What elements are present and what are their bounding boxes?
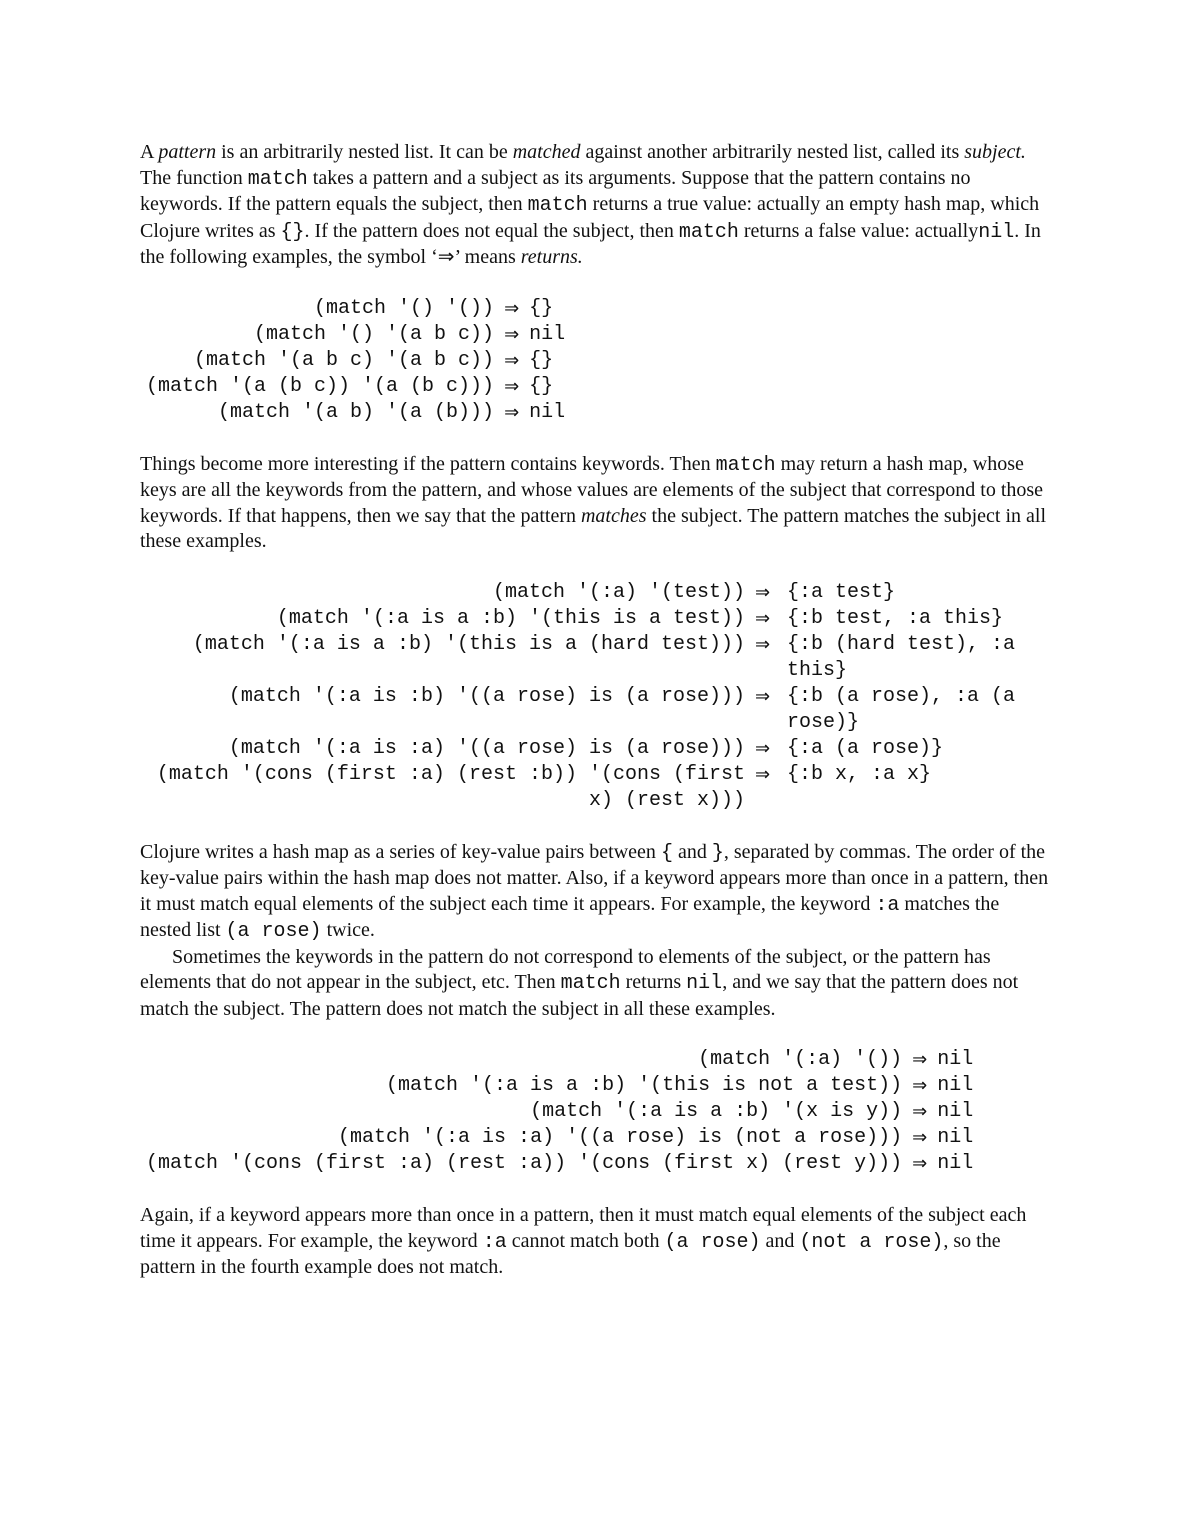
text: returns a false value: actually [738, 219, 979, 242]
again-paragraph [140, 1203, 1052, 1281]
text: matches the nested list [140, 892, 1000, 941]
text: A [140, 141, 159, 163]
example-row [155, 736, 1045, 762]
example-result: {} [529, 374, 554, 398]
term-matches: matches [580, 504, 647, 527]
example-expression: (match '(:a is :b) '((a rose) is (a rose))) [228, 684, 745, 708]
example-expression: (match '(:a is a :b) '(this is a test)) [276, 606, 745, 630]
example-result: {} [529, 348, 554, 372]
text: The function [140, 166, 248, 189]
example-result: nil [529, 400, 566, 424]
intro-paragraph [140, 140, 1052, 271]
example-expression: (match '(:a is :a) '((a rose) is (a rose))) [228, 736, 745, 760]
returns-arrow: ⇒ [912, 1153, 928, 1174]
example-result: {:a test} [787, 580, 896, 604]
term-pattern: pattern [158, 141, 217, 163]
returns-arrow: ⇒ [755, 581, 771, 603]
code-match: match [247, 167, 308, 191]
code-match: match [678, 220, 739, 244]
returns-arrow: ⇒ [912, 1127, 928, 1148]
example-expression: (match '(:a is :a) '((a rose) is (not a rose))) [338, 1126, 903, 1149]
text: , so the pattern in the fourth example does not match. [140, 1229, 1001, 1278]
nonmatch-paragraph [140, 945, 1052, 1023]
example-row [146, 296, 565, 322]
text: is an arbitrarily nested list. It can be [216, 141, 513, 163]
example-expression: (match '(a b) '(a (b))) [218, 400, 495, 424]
example-row [146, 1151, 973, 1177]
code-empty-map: {} [280, 220, 305, 244]
returns-arrow: ⇒ [912, 1101, 928, 1122]
code-close-brace: } [711, 841, 724, 865]
example-row [155, 762, 1045, 814]
text: cannot match both [506, 1229, 665, 1252]
text: and [760, 1229, 800, 1252]
example-result: {:b x, :a x} [787, 762, 932, 786]
text: takes a pattern and a subject as its arguments. Suppose that the pattern contains no keywords. If the pattern equals the subject, then [140, 166, 971, 215]
example-expression: (match '(:a) '(test)) [492, 580, 745, 604]
example-expression: (match '(a b c) '(a b c)) [194, 348, 495, 372]
returns-arrow: ⇒ [504, 323, 520, 345]
example-result: nil [937, 1048, 974, 1071]
example-expression: (match '(cons (first :a) (rest :a)) '(cons (first x) (rest y))) [146, 1152, 903, 1175]
example-result: {} [529, 296, 554, 320]
returns-arrow: ⇒ [755, 633, 771, 655]
code-not-a-rose: (not a rose) [799, 1230, 944, 1254]
code-nil: nil [978, 220, 1015, 244]
text: may return a hash map, whose keys are all the keywords from the pattern, and whose values are elements of the subject that correspond to those keywords. If that happens, then we say that the pattern [140, 452, 1044, 527]
code-open-brace: { [660, 841, 673, 865]
example-expression: (match '(cons (first :a) (rest :b)) '(cons (first x) (rest x))) [156, 762, 745, 812]
example-expression: (match '(:a is a :b) '(x is y)) [530, 1100, 903, 1123]
text: . In the following examples, the symbol ‘⇒’ means [140, 219, 1041, 268]
example-result: nil [529, 322, 566, 346]
example-result: {:b (hard test), :a this} [787, 632, 1016, 682]
example-row [155, 606, 1045, 632]
returns-arrow: ⇒ [912, 1075, 928, 1096]
returns-arrow: ⇒ [755, 763, 771, 785]
example-expression: (match '(a (b c)) '(a (b c))) [146, 374, 495, 398]
example-row [146, 1125, 973, 1151]
text: and [672, 840, 712, 863]
returns-arrow: ⇒ [504, 375, 520, 397]
returns-arrow: ⇒ [755, 685, 771, 707]
code-match: match [715, 453, 776, 477]
returns-arrow: ⇒ [755, 737, 771, 759]
text: Again, if a keyword appears more than once in a pattern, then it must match equal elements of the subject each time it appears. For example, the keyword [140, 1204, 1027, 1252]
example-expression: (match '(:a is a :b) '(this is not a test)) [386, 1074, 903, 1097]
text: returns [620, 971, 687, 993]
text: Things become more interesting if the pattern contains keywords. Then [140, 452, 716, 475]
example-result: nil [937, 1152, 974, 1175]
example-result: {:b (a rose), :a (a rose)} [787, 684, 1016, 734]
text: twice. [321, 919, 375, 941]
text: Sometimes the keywords in the pattern do not correspond to elements of the subject, or the pattern has elements that do not appear in the subject, etc. Then [140, 945, 991, 993]
example-row [146, 374, 565, 400]
example-result: {:a (a rose)} [787, 736, 944, 760]
term-subject: subject. [964, 141, 1026, 163]
example-row [146, 322, 565, 348]
code-a-rose: (a rose) [664, 1230, 761, 1254]
example-row [146, 348, 565, 374]
returns-arrow: ⇒ [755, 607, 771, 629]
text: , separated by commas. The order of the key-value pairs within the hash map does not matter. Also, if a keyword appears more than once in a pattern, then it must match equal elements of the subject each time it appears. For example, the keyword [140, 840, 1049, 915]
code-a-rose: (a rose) [225, 920, 322, 943]
keywords-paragraph [140, 452, 1052, 555]
code-nil: nil [686, 972, 723, 995]
returns-arrow: ⇒ [912, 1049, 928, 1070]
text: . If the pattern does not equal the subject, then [304, 219, 679, 242]
example-row [146, 1047, 973, 1073]
code-keyword-a: :a [482, 1230, 507, 1254]
document-page [140, 140, 1052, 1281]
example-result: nil [937, 1126, 974, 1149]
code-keyword-a: :a [875, 893, 900, 917]
example-row [146, 1099, 973, 1125]
returns-arrow: ⇒ [504, 401, 520, 423]
examples-equality-table [146, 296, 565, 426]
examples-matching-table [155, 580, 1045, 814]
example-expression: (match '(:a) '()) [698, 1048, 903, 1071]
example-expression: (match '() '()) [314, 296, 495, 320]
code-match: match [560, 972, 621, 995]
example-row [146, 400, 565, 426]
example-expression: (match '() '(a b c)) [254, 322, 495, 346]
example-row [155, 580, 1045, 606]
examples-nonmatching-table [146, 1047, 973, 1177]
term-matched: matched [512, 141, 581, 163]
hashmap-paragraph [140, 840, 1052, 945]
text: the subject. The pattern matches the subject in all these examples. [140, 504, 1047, 552]
text: , and we say that the pattern does not match the subject. The pattern does not match the subject in all these examples. [140, 971, 1019, 1020]
text: against another arbitrarily nested list, called its [580, 141, 965, 163]
text: returns a true value: actually an empty hash map, which Clojure writes as [140, 193, 1040, 242]
example-row [155, 684, 1045, 736]
example-result: nil [937, 1100, 974, 1123]
term-returns: returns. [520, 246, 583, 268]
example-row [155, 632, 1045, 684]
example-expression: (match '(:a is a :b) '(this is a (hard test))) [192, 632, 745, 656]
code-match: match [527, 194, 588, 217]
returns-arrow: ⇒ [504, 349, 520, 371]
returns-arrow: ⇒ [504, 297, 520, 319]
example-result: nil [937, 1074, 974, 1097]
text: Clojure writes a hash map as a series of key-value pairs between [140, 840, 661, 863]
example-result: {:b test, :a this} [787, 606, 1004, 630]
example-row [146, 1073, 973, 1099]
